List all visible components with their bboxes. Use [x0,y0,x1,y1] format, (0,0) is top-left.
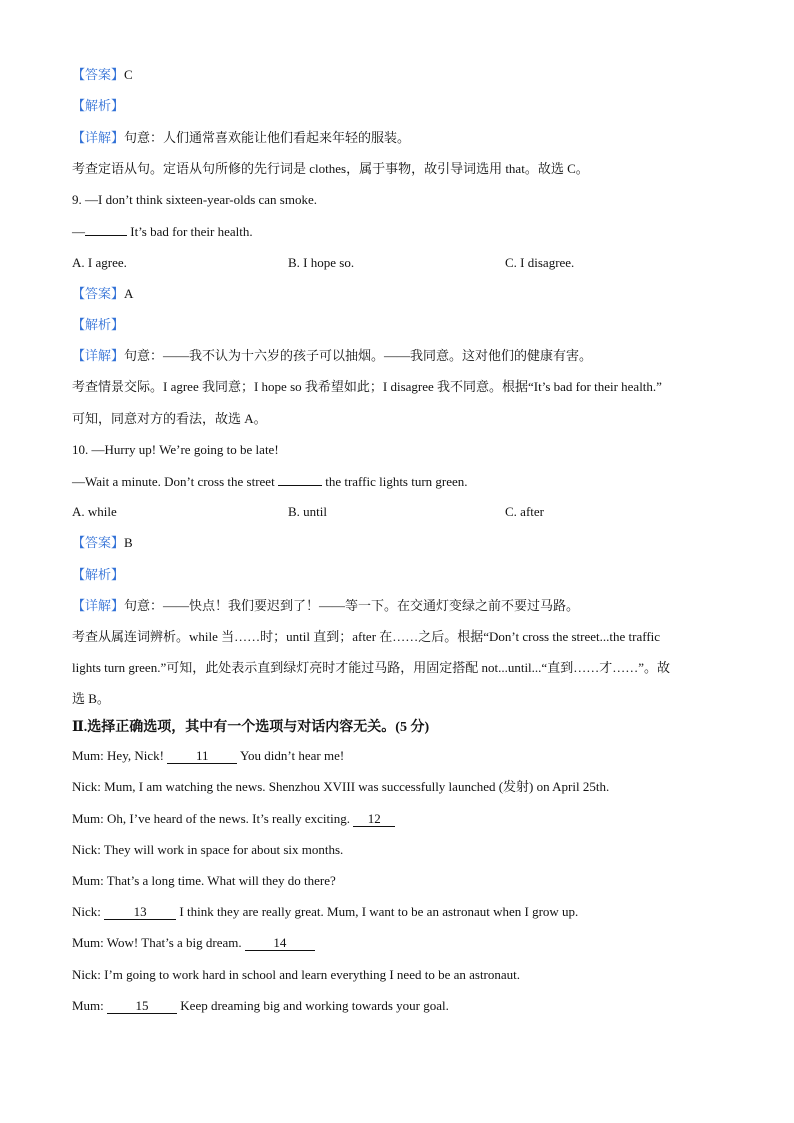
question-9-option-c: C. I disagree. [505,255,575,270]
detail-line-q10: 【详解】句意：——快点！我们要迟到了！——等一下。在交通灯变绿之前不要过马路。 [72,598,580,613]
question-10-option-b: B. until [288,504,328,519]
answer-line-q9: 【答案】A [72,286,134,301]
answer-blank [278,472,322,486]
question-10-stem: 10. —Hurry up! We’re going to be late! [72,442,279,457]
question-9-stem: 9. —I don’t think sixteen-year-olds can smoke. [72,192,318,207]
dialogue-line-5: Mum: That’s a long time. What will they do there? [72,873,336,888]
answer-tag: 【答案】 [72,67,125,82]
dialogue-line-8: Nick: I’m going to work hard in school and learn everything I need to be an astronaut. [72,967,521,982]
question-9-option-a: A. I agree. [72,255,127,270]
question-10-option-a: A. while [72,504,117,519]
answer-value: C [124,67,133,82]
explanation-q10-line3: 选 B。 [72,691,110,706]
dialogue-line-6: Nick: 13 I think they are really great. Mum, I want to be an astronaut when I grow up. [72,904,579,919]
dialogue-line-7: Mum: Wow! That’s a big dream. 14 [72,934,315,952]
blank-11: 11 [167,749,237,764]
detail-line-q8 [72,129,410,147]
explanation-q10-line1: 考查从属连词辨析。while 当……时；until 直到；after 在……之后。根据“Don’t cross the street...the traffic [72,629,661,644]
section-2-heading: Ⅱ.选择正确选项，其中有一个选项与对话内容无关。(5 分) [72,720,430,735]
detail-line-q9: 【详解】句意：——我不认为十六岁的孩子可以抽烟。——我同意。这对他们的健康有害。 [72,348,593,363]
blank-15: 15 [107,999,177,1014]
answer-blank [85,222,127,236]
blank-14: 14 [245,936,315,951]
answer-line-q10: 【答案】B [72,535,133,550]
question-9-option-b: B. I hope so. [288,255,355,270]
dialogue-line-2: Nick: Mum, I am watching the news. Shenzhou XVIII was successfully launched (发射) on April 25th. [72,779,610,794]
question-10-option-c: C. after [505,504,544,519]
question-9-reply: — It’s bad for their health. [72,224,253,239]
dialogue-line-3: Mum: Oh, I’ve heard of the news. It’s really exciting. 12 [72,810,395,828]
detail-text: 句意：人们通常喜欢能让他们看起来年轻的服装。 [124,130,411,145]
explanation-q8: 考查定语从句。定语从句所修的先行词是 clothes，属于事物，故引导词选用 that。故选 C。 [72,161,589,176]
analysis-tag-q9: 【解析】 [72,317,125,332]
explanation-q9-line2: 可知，同意对方的看法，故选 A。 [72,411,267,426]
answer-line-q8 [72,66,133,84]
dialogue-line-4: Nick: They will work in space for about six months. [72,842,344,857]
dialogue-line-1: Mum: Hey, Nick! 11 You didn’t hear me! [72,748,345,763]
analysis-tag-q10: 【解析】 [72,567,125,582]
blank-12: 12 [353,812,395,827]
analysis-tag-q8: 【解析】 [72,98,125,113]
explanation-q10-line2: lights turn green.”可知，此处表示直到绿灯亮时才能过马路，用固定搭配 not...until...“直到……才……”。故 [72,660,670,675]
question-10-reply: —Wait a minute. Don’t cross the street the traffic lights turn green. [72,474,468,489]
dialogue-line-9: Mum: 15 Keep dreaming big and working towards your goal. [72,998,449,1013]
blank-13: 13 [104,905,176,920]
explanation-q9-line1: 考查情景交际。I agree 我同意；I hope so 我希望如此；I disagree 我不同意。根据“It’s bad for their health.” [72,379,662,394]
detail-tag: 【详解】 [72,130,125,145]
